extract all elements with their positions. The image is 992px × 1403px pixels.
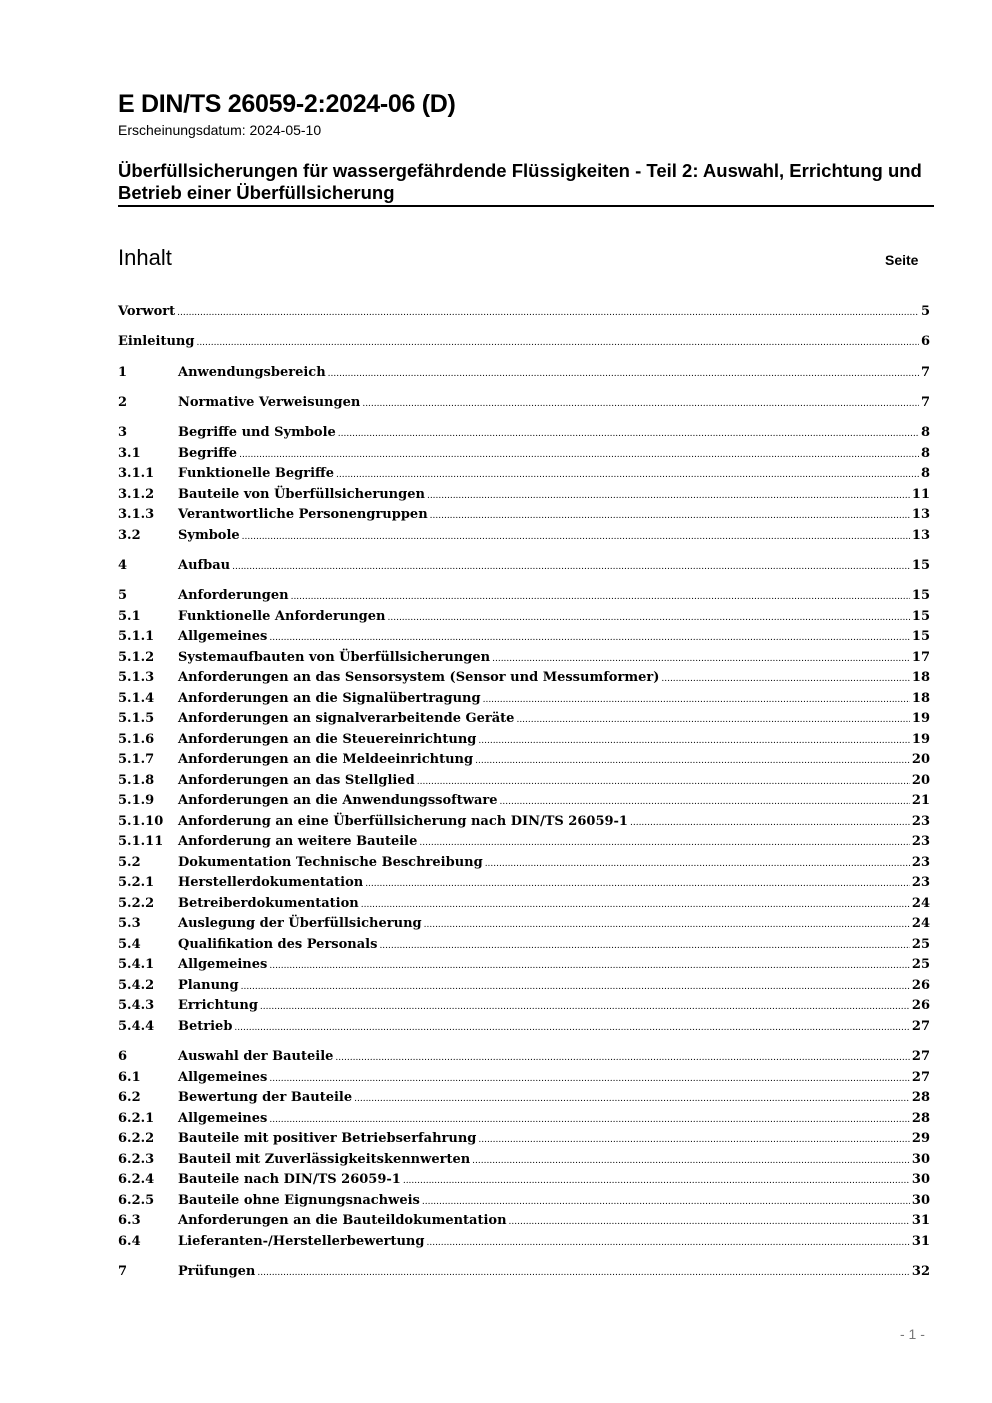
- toc-dot-leader: [232, 557, 910, 578]
- title-divider: [118, 205, 934, 207]
- toc-entry-number: 5.1.5: [118, 711, 155, 727]
- toc-entry[interactable]: [118, 996, 930, 1017]
- toc-entry[interactable]: [118, 302, 930, 323]
- toc-entry-page: 23: [911, 875, 930, 891]
- toc-entry[interactable]: [118, 1232, 930, 1253]
- toc-dot-leader: [269, 628, 910, 649]
- toc-entry-number: 3.1.2: [118, 486, 155, 502]
- toc-entry-title: Begriffe und Symbole: [178, 425, 336, 441]
- toc-entry[interactable]: [118, 627, 930, 648]
- toc-entry-page: 5: [920, 304, 930, 319]
- toc-entry-title: Anforderungen an die Meldeeinrichtung: [178, 752, 474, 768]
- toc-entry-number: 2: [118, 394, 128, 410]
- toc-entry-page: 29: [911, 1131, 930, 1147]
- toc-entry-title: Allgemeines: [178, 1110, 268, 1126]
- toc-entry-number: 5.2: [118, 854, 141, 870]
- toc-entry-page: 6: [920, 334, 930, 350]
- toc-entry[interactable]: [118, 1017, 930, 1038]
- toc-entry-page: 8: [920, 466, 930, 482]
- toc-entry-number: 6.1: [118, 1069, 141, 1085]
- toc-entry-page: 23: [911, 813, 930, 829]
- toc-dot-leader: [424, 915, 910, 936]
- toc-entry-title: Anforderungen an die Bauteildokumentation: [178, 1213, 507, 1229]
- toc-dot-leader: [242, 527, 910, 548]
- toc-entry-title: Anforderung an weitere Bauteile: [178, 834, 418, 850]
- toc-entry-title: Aufbau: [178, 557, 231, 573]
- toc-entry-number: 5.1.11: [118, 834, 164, 850]
- toc-dot-leader: [485, 854, 910, 875]
- toc-entry[interactable]: [118, 914, 930, 935]
- toc-dot-leader: [239, 445, 919, 466]
- toc-entry-page: 30: [911, 1192, 930, 1208]
- toc-entry-page: 20: [911, 752, 930, 768]
- toc-entry-number: 5.3: [118, 916, 141, 932]
- toc-entry-title: Prüfungen: [178, 1263, 256, 1279]
- toc-entry-page: 32: [911, 1263, 930, 1279]
- toc-entry-number: 6.2.4: [118, 1172, 155, 1188]
- toc-entry-number: 3.2: [118, 527, 141, 543]
- toc-entry-number: 5.1.4: [118, 690, 155, 706]
- toc-entry-number: 5.1.2: [118, 649, 155, 665]
- toc-entry-number: 6.2.3: [118, 1151, 155, 1167]
- toc-entry-number: 3.1: [118, 445, 141, 461]
- toc-dot-leader: [422, 1192, 910, 1213]
- toc-entry-page: 8: [920, 425, 930, 441]
- toc-dot-leader: [361, 895, 910, 916]
- toc-entry[interactable]: [118, 1262, 930, 1283]
- toc-dot-leader: [516, 710, 909, 731]
- toc-entry-page: 21: [911, 793, 930, 809]
- toc-entry-title: Allgemeines: [178, 957, 268, 973]
- toc-dot-leader: [260, 997, 910, 1018]
- toc-entry-page: 11: [911, 486, 930, 502]
- toc-entry-title: Anforderungen an die Steuereinrichtung: [178, 731, 477, 747]
- toc-entry-page: 19: [911, 731, 930, 747]
- toc-entry-number: 5.4: [118, 936, 141, 952]
- toc-dot-leader: [234, 1018, 909, 1039]
- toc-entry-page: 24: [911, 916, 930, 932]
- toc-entry-title: Anforderungen an signalverarbeitende Geräte: [178, 711, 515, 727]
- toc-dot-leader: [500, 792, 910, 813]
- toc-entry-title: Auswahl der Bauteile: [178, 1049, 334, 1065]
- toc-entry-title: Begriffe: [178, 445, 238, 461]
- toc-entry-title: Betrieb: [178, 1018, 233, 1034]
- toc-dot-leader: [335, 1048, 909, 1069]
- toc-entry-number: 5.1.9: [118, 793, 155, 809]
- toc-entry[interactable]: [118, 464, 930, 485]
- toc-entry[interactable]: [118, 556, 930, 577]
- toc-entry[interactable]: [118, 1170, 930, 1191]
- toc-entry[interactable]: [118, 873, 930, 894]
- toc-dot-leader: [362, 394, 919, 415]
- toc-entry[interactable]: [118, 444, 930, 465]
- toc-entry-page: 20: [911, 772, 930, 788]
- toc-entry-number: 6.2.5: [118, 1192, 155, 1208]
- toc-dot-leader: [419, 833, 910, 854]
- toc-dot-leader: [430, 506, 910, 527]
- toc-entry-page: 7: [920, 364, 930, 380]
- toc-dot-leader: [472, 1151, 910, 1172]
- toc-entry[interactable]: [118, 791, 930, 812]
- toc-entry-title: Auslegung der Überfüllsicherung: [178, 916, 422, 932]
- toc-entry-number: 3.1.3: [118, 507, 155, 523]
- toc-entry-page: 15: [911, 588, 930, 604]
- toc-entry[interactable]: [118, 505, 930, 526]
- toc-entry-number: 6.2: [118, 1090, 141, 1106]
- toc-entry-title: Symbole: [178, 527, 240, 543]
- toc-entry-page: 23: [911, 834, 930, 850]
- toc-entry-number: 4: [118, 557, 128, 573]
- toc-dot-leader: [417, 772, 910, 793]
- toc-dot-leader: [196, 333, 919, 354]
- toc-entry-number: 3.1.1: [118, 466, 155, 482]
- toc-dot-leader: [269, 956, 910, 977]
- toc-entry-title: Allgemeines: [178, 629, 268, 645]
- toc-dot-leader: [478, 1130, 910, 1151]
- toc-dot-leader: [177, 303, 919, 324]
- toc-entry-page: 15: [911, 608, 930, 624]
- toc-entry[interactable]: [118, 332, 930, 353]
- toc-entry-page: 18: [911, 670, 930, 686]
- toc-entry-title: Anwendungsbereich: [178, 364, 326, 380]
- toc-entry-page: 25: [911, 936, 930, 952]
- toc-entry-title: Errichtung: [178, 998, 258, 1014]
- toc-entry[interactable]: [118, 976, 930, 997]
- toc-entry-page: 18: [911, 690, 930, 706]
- toc-entry-title: Bauteile nach DIN/TS 26059-1: [178, 1172, 401, 1188]
- toc-dot-leader: [478, 731, 910, 752]
- toc-entry-page: 28: [911, 1090, 930, 1106]
- toc-entry-number: 5.1: [118, 608, 141, 624]
- toc-dot-leader: [269, 1069, 910, 1090]
- toc-entry-number: 5.4.3: [118, 998, 155, 1014]
- toc-entry-page: 26: [911, 998, 930, 1014]
- toc-entry[interactable]: [118, 1129, 930, 1150]
- toc-heading: Inhalt: [118, 245, 172, 270]
- toc-entry-number: 5.1.10: [118, 813, 164, 829]
- toc-entry-title: Bauteile ohne Eignungsnachweis: [178, 1192, 420, 1208]
- toc-entry-page: 26: [911, 977, 930, 993]
- toc-entry-page: 7: [920, 394, 930, 410]
- toc-entry-page: 30: [911, 1172, 930, 1188]
- toc-entry-number: 5.1.3: [118, 670, 155, 686]
- toc-entry[interactable]: [118, 393, 930, 414]
- toc-entry[interactable]: [118, 1068, 930, 1089]
- toc-entry-number: 5.1.7: [118, 752, 155, 768]
- page-column-label: Seite: [885, 252, 919, 268]
- document-id: E DIN/TS 26059-2:2024-06 (D): [118, 90, 456, 118]
- toc-entry-number: 5.2.1: [118, 875, 155, 891]
- toc-entry-page: 23: [911, 854, 930, 870]
- toc-entry-page: 13: [911, 507, 930, 523]
- document-title: Überfüllsicherungen für wassergefährdende Flüssigkeiten - Teil 2: Auswahl, Errichtung und Betrieb einer Überfüllsicherung: [118, 160, 922, 203]
- toc-dot-leader: [379, 936, 909, 957]
- toc-entry[interactable]: [118, 1211, 930, 1232]
- toc-entry[interactable]: [118, 1109, 930, 1130]
- toc-entry-number: 6.2.1: [118, 1110, 155, 1126]
- toc-entry[interactable]: [118, 485, 930, 506]
- toc-entry-number: 6.4: [118, 1233, 141, 1249]
- toc-entry[interactable]: [118, 935, 930, 956]
- toc-entry[interactable]: [118, 832, 930, 853]
- toc-entry-page: 15: [911, 557, 930, 573]
- toc-dot-leader: [291, 587, 910, 608]
- toc-entry-page: 27: [911, 1049, 930, 1065]
- toc-entry-page: 31: [911, 1233, 930, 1249]
- toc-entry-number: 6.2.2: [118, 1131, 155, 1147]
- toc-entry-title: Allgemeines: [178, 1069, 268, 1085]
- toc-entry[interactable]: [118, 363, 930, 384]
- toc-entry-title: Qualifikation des Personals: [178, 936, 378, 952]
- toc-entry[interactable]: [118, 1150, 930, 1171]
- toc-dot-leader: [509, 1212, 910, 1233]
- toc-entry-number: 5.1.8: [118, 772, 155, 788]
- toc-entry-page: 27: [911, 1018, 930, 1034]
- toc-dot-leader: [426, 1233, 909, 1254]
- toc-entry[interactable]: [118, 668, 930, 689]
- toc-entry-title: Funktionelle Anforderungen: [178, 608, 386, 624]
- toc-entry-title: Anforderungen an die Anwendungssoftware: [178, 793, 498, 809]
- toc-entry-page: 15: [911, 629, 930, 645]
- toc-entry-title: Anforderungen an das Stellglied: [178, 772, 415, 788]
- toc-entry-number: 1: [118, 364, 128, 380]
- toc-dot-leader: [269, 1110, 910, 1131]
- toc-dot-leader: [336, 465, 919, 486]
- toc-entry-number: 5: [118, 588, 128, 604]
- toc-entry-title: Normative Verweisungen: [178, 394, 361, 410]
- toc-entry[interactable]: [118, 955, 930, 976]
- toc-dot-leader: [354, 1089, 910, 1110]
- toc-entry-title: Vorwort: [118, 304, 176, 319]
- toc-entry[interactable]: [118, 689, 930, 710]
- toc-entry[interactable]: [118, 607, 930, 628]
- toc-entry-number: 5.1.6: [118, 731, 155, 747]
- toc-entry-number: 5.4.2: [118, 977, 155, 993]
- toc-dot-leader: [483, 690, 910, 711]
- toc-dot-leader: [492, 649, 910, 670]
- toc-entry[interactable]: [118, 648, 930, 669]
- toc-entry-title: Funktionelle Begriffe: [178, 466, 334, 482]
- toc-entry-page: 30: [911, 1151, 930, 1167]
- toc-entry-number: 5.1.1: [118, 629, 155, 645]
- toc-entry-number: 5.4.4: [118, 1018, 155, 1034]
- toc-entry-title: Planung: [178, 977, 239, 993]
- toc-entry-number: 3: [118, 425, 128, 441]
- toc-entry[interactable]: [118, 750, 930, 771]
- table-of-contents: [118, 302, 930, 1282]
- toc-entry[interactable]: [118, 1088, 930, 1109]
- toc-entry-page: 8: [920, 445, 930, 461]
- toc-entry-page: 31: [911, 1213, 930, 1229]
- toc-entry-title: Bauteil mit Zuverlässigkeitskennwerten: [178, 1151, 471, 1167]
- toc-entry-number: 7: [118, 1263, 128, 1279]
- toc-entry-title: Verantwortliche Personengruppen: [178, 507, 428, 523]
- toc-entry-title: Dokumentation Technische Beschreibung: [178, 854, 483, 870]
- toc-entry-page: 27: [911, 1069, 930, 1085]
- toc-entry[interactable]: [118, 586, 930, 607]
- toc-entry-title: Anforderungen an das Sensorsystem (Sensor und Messumformer): [178, 670, 660, 686]
- toc-dot-leader: [328, 364, 919, 385]
- toc-dot-leader: [338, 424, 919, 445]
- toc-entry-page: 17: [911, 649, 930, 665]
- toc-entry-number: 5.4.1: [118, 957, 155, 973]
- toc-entry-title: Anforderungen: [178, 588, 289, 604]
- toc-entry[interactable]: [118, 853, 930, 874]
- toc-dot-leader: [365, 874, 910, 895]
- toc-entry[interactable]: [118, 423, 930, 444]
- toc-entry-title: Einleitung: [118, 334, 195, 350]
- toc-dot-leader: [475, 751, 910, 772]
- toc-dot-leader: [241, 977, 910, 998]
- page-number-footer: - 1 -: [900, 1326, 925, 1342]
- toc-dot-leader: [630, 813, 910, 834]
- toc-entry-page: 28: [911, 1110, 930, 1126]
- toc-entry-title: Anforderungen an die Signalübertragung: [178, 690, 481, 706]
- toc-dot-leader: [661, 669, 910, 690]
- toc-entry[interactable]: [118, 1047, 930, 1068]
- toc-dot-leader: [427, 486, 910, 507]
- toc-entry-number: 5.2.2: [118, 895, 155, 911]
- toc-entry-page: 19: [911, 711, 930, 727]
- toc-entry-title: Systemaufbauten von Überfüllsicherungen: [178, 649, 491, 665]
- toc-entry-title: Betreiberdokumentation: [178, 895, 359, 911]
- toc-entry-number: 6.3: [118, 1213, 141, 1229]
- toc-dot-leader: [388, 608, 910, 629]
- toc-entry-page: 13: [911, 527, 930, 543]
- toc-entry[interactable]: [118, 771, 930, 792]
- toc-entry-title: Bauteile mit positiver Betriebserfahrung: [178, 1131, 477, 1147]
- toc-entry[interactable]: [118, 812, 930, 833]
- toc-entry-page: 25: [911, 957, 930, 973]
- toc-entry-title: Herstellerdokumentation: [178, 875, 364, 891]
- toc-entry[interactable]: [118, 1191, 930, 1212]
- toc-dot-leader: [403, 1171, 910, 1192]
- toc-entry[interactable]: [118, 730, 930, 751]
- toc-dot-leader: [257, 1263, 910, 1284]
- publication-date: Erscheinungsdatum: 2024-05-10: [118, 122, 322, 138]
- toc-entry-title: Anforderung an eine Überfüllsicherung nach DIN/TS 26059-1: [178, 813, 628, 829]
- toc-entry-title: Bauteile von Überfüllsicherungen: [178, 486, 425, 502]
- toc-entry-page: 24: [911, 895, 930, 911]
- toc-entry-number: 6: [118, 1049, 128, 1065]
- toc-entry[interactable]: [118, 709, 930, 730]
- toc-entry[interactable]: [118, 894, 930, 915]
- toc-entry-title: Bewertung der Bauteile: [178, 1090, 353, 1106]
- toc-entry-title: Lieferanten-/Herstellerbewertung: [178, 1233, 425, 1249]
- toc-entry[interactable]: [118, 526, 930, 547]
